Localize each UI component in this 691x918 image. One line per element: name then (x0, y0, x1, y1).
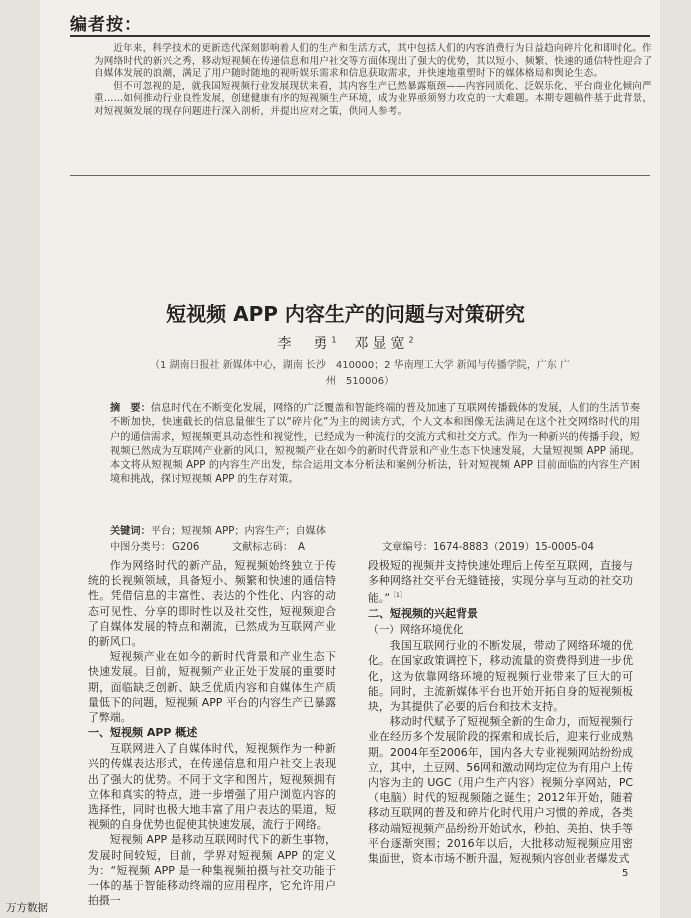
body-paragraph (368, 558, 633, 606)
section-heading: 二、短视频的兴起背景 (368, 607, 478, 621)
doc-code-label: 文献标志码： (232, 542, 294, 553)
editor-note (94, 43, 654, 118)
article-no-value: 1674-8883（2019）15-0005-04 (432, 542, 594, 553)
author-name: 李 勇 (277, 336, 332, 352)
divider (70, 35, 650, 37)
editor-note-paragraph: 但不可忽视的是，就我国短视频行业发展现状来看，其内容生产已然暴露瓶颈——内容同质化、泛娱乐化、平台商业化倾向严重……如何推动行业良性发展，创建健康有序的短视频生产环境，成为业界亟须努力攻克的一大难题。本期专题稿件基于此背景，对短视频发展的现存问题进行深入剖析，并提出应对之策，供同人参考。 (94, 80, 653, 117)
clc-value: G206 (172, 542, 200, 553)
affiliation-line: （1 湖南日报社 新媒体中心，湖南 长沙 410000；2 华南理工大学 新闻与传播学院，广东 广 (150, 360, 570, 371)
author-affiliation-mark: 2 (408, 335, 414, 345)
affiliation (140, 358, 580, 390)
author-affiliation-mark: 1 (331, 335, 337, 345)
author-line (0, 333, 691, 353)
abstract-text: 信息时代在不断变化发展，网络的广泛覆盖和智能终端的普及加速了互联网传播载体的发展，人们的生活节奏不断加快，快速截长的信息量催生了以“碎片化”为主的阅读方式，个人文本和图像无法满足在这个社交网络时代的用户的通信需求，短视频更具动态性和视觉性，已经成为一种流行的交流方式和社交方式。作为一种新兴的传播手段，短视频已然成为互联网产业新的风口，短视频产业在如今的新时代背景和产业生态下快速发展，大量短视频 APP 涌现。本文将从短视频 APP 的内容生产出发，综合运用文本分析法和案例分析法，针对短视频 APP 目前面临的内容生产困境和挑战，探讨短视频 APP 的生存对策。 (110, 403, 641, 486)
body-paragraph: 移动时代赋予了短视频全新的生命力，而短视频行业在经历多个发展阶段的探索和成长后，迎来行业成熟期。2004年至2006年，国内各大专业视频网站纷纷成立，其中，土豆网、56网和激动网均定位为有用户上传内容为主的 UGC（用户生产内容）视频分享网站，PC（电脑）时代的短视频随之诞生；2012年开始，随着移动互联网的普及和碎片化时代用户习惯的养成，各类移动端短视频产品纷纷开始试水，秒拍、美拍、快手等平台逐渐突围；2016年以后，大批移动短视频应用密集面世，资本市场不断升温，短视频内容创业者爆发式 (368, 715, 633, 866)
doc-code-value: A (298, 542, 305, 553)
clc-label: 中图分类号： (110, 542, 172, 553)
body-column-left (88, 558, 336, 908)
body-paragraph: 我国互联网行业的不断发展，带动了网络环境的优化。在国家政策调控下，移动流量的资费得到进一步优化，这为依靠网络环境的短视频行业带来了巨大的可能。同时，主流新媒体平台也开始开拓自身的短视频板块，为其提供了必要的后台和技术支持。 (368, 639, 633, 714)
editor-note-paragraph: 近年来，科学技术的更新迭代深刻影响着人们的生产和生活方式，其中包括人们的内容消费行为日益趋向碎片化和即时化。作为网络时代的新兴之秀，移动短视频在传递信息和用户社交等方面体现出了强大的优势，其以短小、频繁、快速的通信特性迎合了自媒体发展的浪潮，满足了用户随时随地的视听娱乐需求和信息获取需求，并快速地重塑时下的媒体格局和舆论生态。 (94, 43, 653, 79)
body-paragraph: 短视频产业在如今的新时代背景和产业生态下快速发展。目前，短视频产业正处于发展的重要时期，面临缺乏创新、缺乏优质内容和自媒体生产质量低下的问题，短视频 APP 平台的内容生产已暴露了弊端。 (88, 650, 336, 725)
page-number: 5 (622, 868, 629, 879)
keywords-text: 平台；短视频 APP；内容生产；自媒体 (150, 526, 327, 537)
affiliation-line: 州 510006） (325, 376, 395, 387)
body-paragraph: 作为网络时代的新产品，短视频始终独立于传统的长视频领域，具备短小、频繁和快速的通信特性。凭借信息的丰富性、表达的个性化、内容的动态可见性、分享的即时性以及社交性，短视频迎合了自媒体发展的特点和潮流，已然成为互联网产业的新风口。 (88, 559, 336, 649)
body-column-right (368, 558, 633, 866)
article-no-label: 文章编号： (382, 542, 433, 553)
divider (70, 175, 650, 176)
citation-mark: ［1］ (389, 592, 406, 600)
keywords (110, 522, 640, 537)
keywords-label: 关键词： (110, 526, 151, 537)
article-title: 短视频 APP 内容生产的问题与对策研究 (166, 302, 525, 326)
body-paragraph: 短视频 APP 是移动互联网时代下的新生事物，发展时间较短，目前，学界对短视频 APP 的定义为：“短视频 APP 是一种集视频拍摄与社交功能于一体的基于智能移动终端的应用程序，它允许用户拍摄一 (88, 833, 336, 908)
section-heading: 一、短视频 APP 概述 (88, 726, 198, 740)
author-name: 邓显宽 (354, 336, 409, 352)
article-metadata (110, 538, 670, 553)
footer-logo: 万方数据 (6, 902, 48, 914)
body-paragraph: 互联网进入了自媒体时代，短视频作为一种新兴的传媒表达形式，在传递信息和用户社交上表现出了强大的优势。不同于文字和图片，短视频拥有立体和真实的特点，进一步增强了用户浏览内容的选择性，同时也极大地丰富了用户表达的渠道，短视频的自身优势也促使其快速发展，流行于网络。 (88, 742, 336, 832)
subsection-heading: （一）网络环境优化 (368, 624, 464, 637)
editor-note-title: 编者按： (70, 15, 142, 35)
abstract-label: 摘 要： (110, 403, 151, 414)
abstract (110, 402, 640, 488)
body-text: 段极短的视频并支持快速处理后上传至互联网，直接与多种网络社交平台无缝链接，实现分享与互动的社交功能。” (368, 559, 633, 606)
